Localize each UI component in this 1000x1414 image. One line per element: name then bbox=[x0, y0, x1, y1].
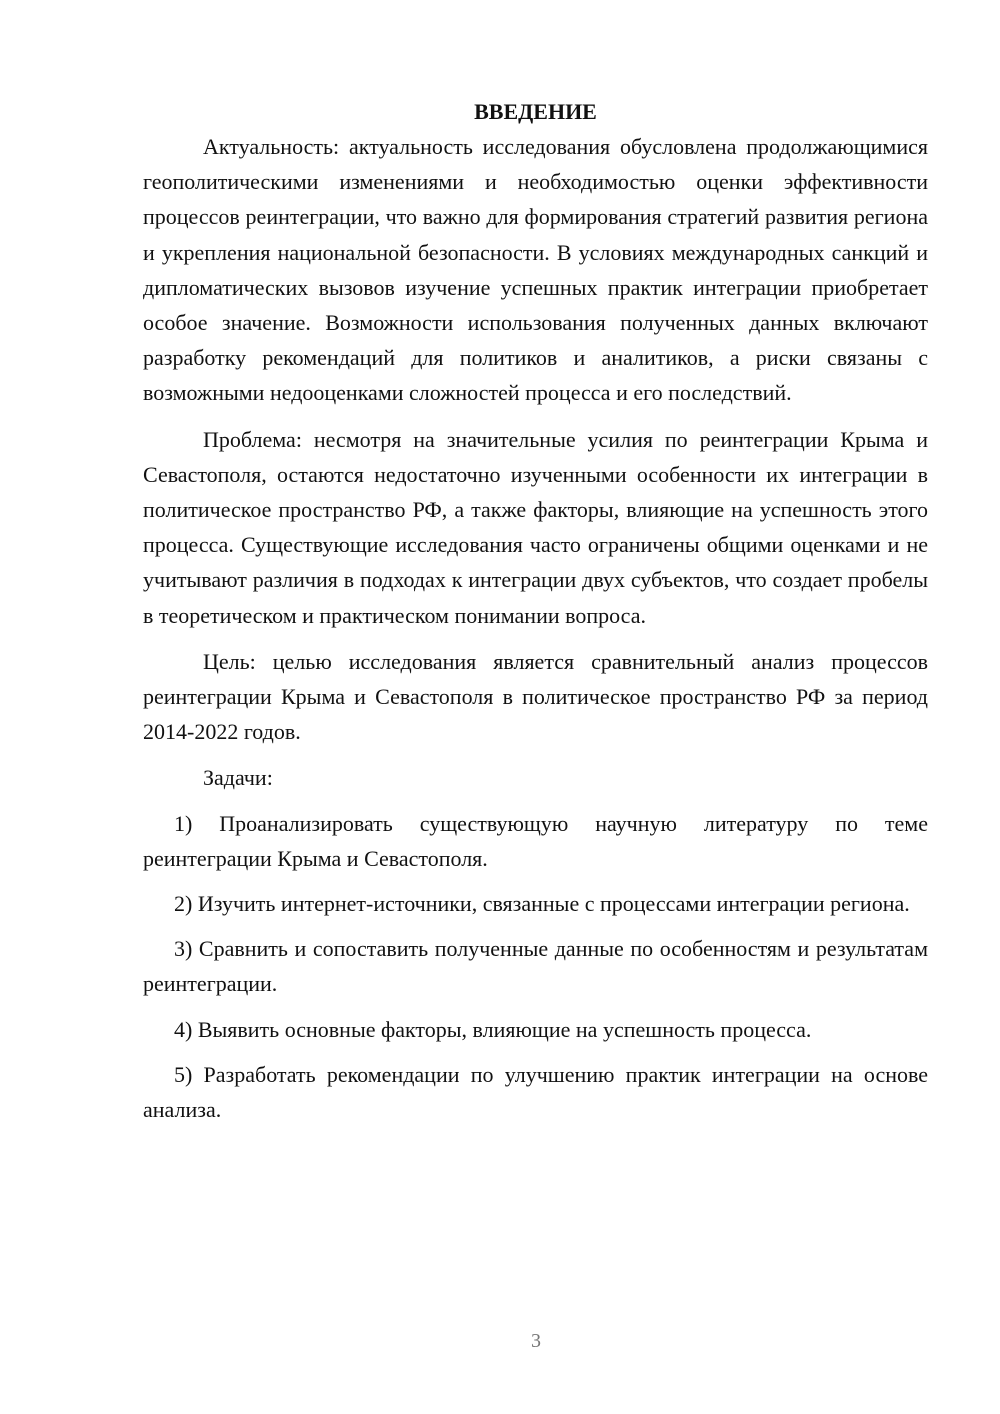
section-title: ВВЕДЕНИЕ bbox=[474, 99, 597, 124]
task-item: 4) Выявить основные факторы, влияющие на успешность процесса. bbox=[174, 1016, 812, 1042]
document-body bbox=[143, 94, 928, 1137]
tasks-heading: Задачи: bbox=[203, 765, 273, 791]
tasks-list bbox=[143, 806, 928, 1128]
paragraph-problem: Проблема: несмотря на значительные усилия по реинтеграции Крыма и Севастополя, остаются недостаточно изученными особенности их интеграции в политическое пространство РФ, а также факторы, влияющие на успешность этого процесса. Существующие исследования часто ограничены общими оценками и не учитывают различия в подходах к интеграции двух субъектов, что создает пробелы в теоретическом и практическом понимании вопроса. bbox=[143, 426, 928, 628]
paragraph-relevance: Актуальность: актуальность исследования обусловлена продолжающимися геополитическими изменениями и необходимостью оценки эффективности процессов реинтеграции, что важно для формирования стратегий развития региона и укрепления национальной безопасности. В условиях международных санкций и дипломатических вызовов изучение успешных практик интеграции приобретает особое значение. Возможности использования полученных данных включают разработку рекомендаций для политиков и аналитиков, а риски связаны с возможными недооценками сложностей процесса и его последствий. bbox=[143, 134, 928, 406]
task-item: 1) Проанализировать существующую научную литературу по теме реинтеграции Крыма и Севастополя. bbox=[143, 810, 928, 871]
task-item: 2) Изучить интернет-источники, связанные с процессами интеграции региона. bbox=[174, 891, 910, 917]
page-number: 3 bbox=[531, 1330, 541, 1352]
task-item: 5) Разработать рекомендации по улучшению практик интеграции на основе анализа. bbox=[143, 1061, 928, 1123]
task-item: 3) Сравнить и сопоставить полученные данные по особенностям и результатам реинтеграции. bbox=[143, 936, 928, 997]
paragraph-goal: Цель: целью исследования является сравнительный анализ процессов реинтеграции Крыма и Севастополя в политическое пространство РФ за период 2014-2022 годов. bbox=[143, 648, 928, 745]
